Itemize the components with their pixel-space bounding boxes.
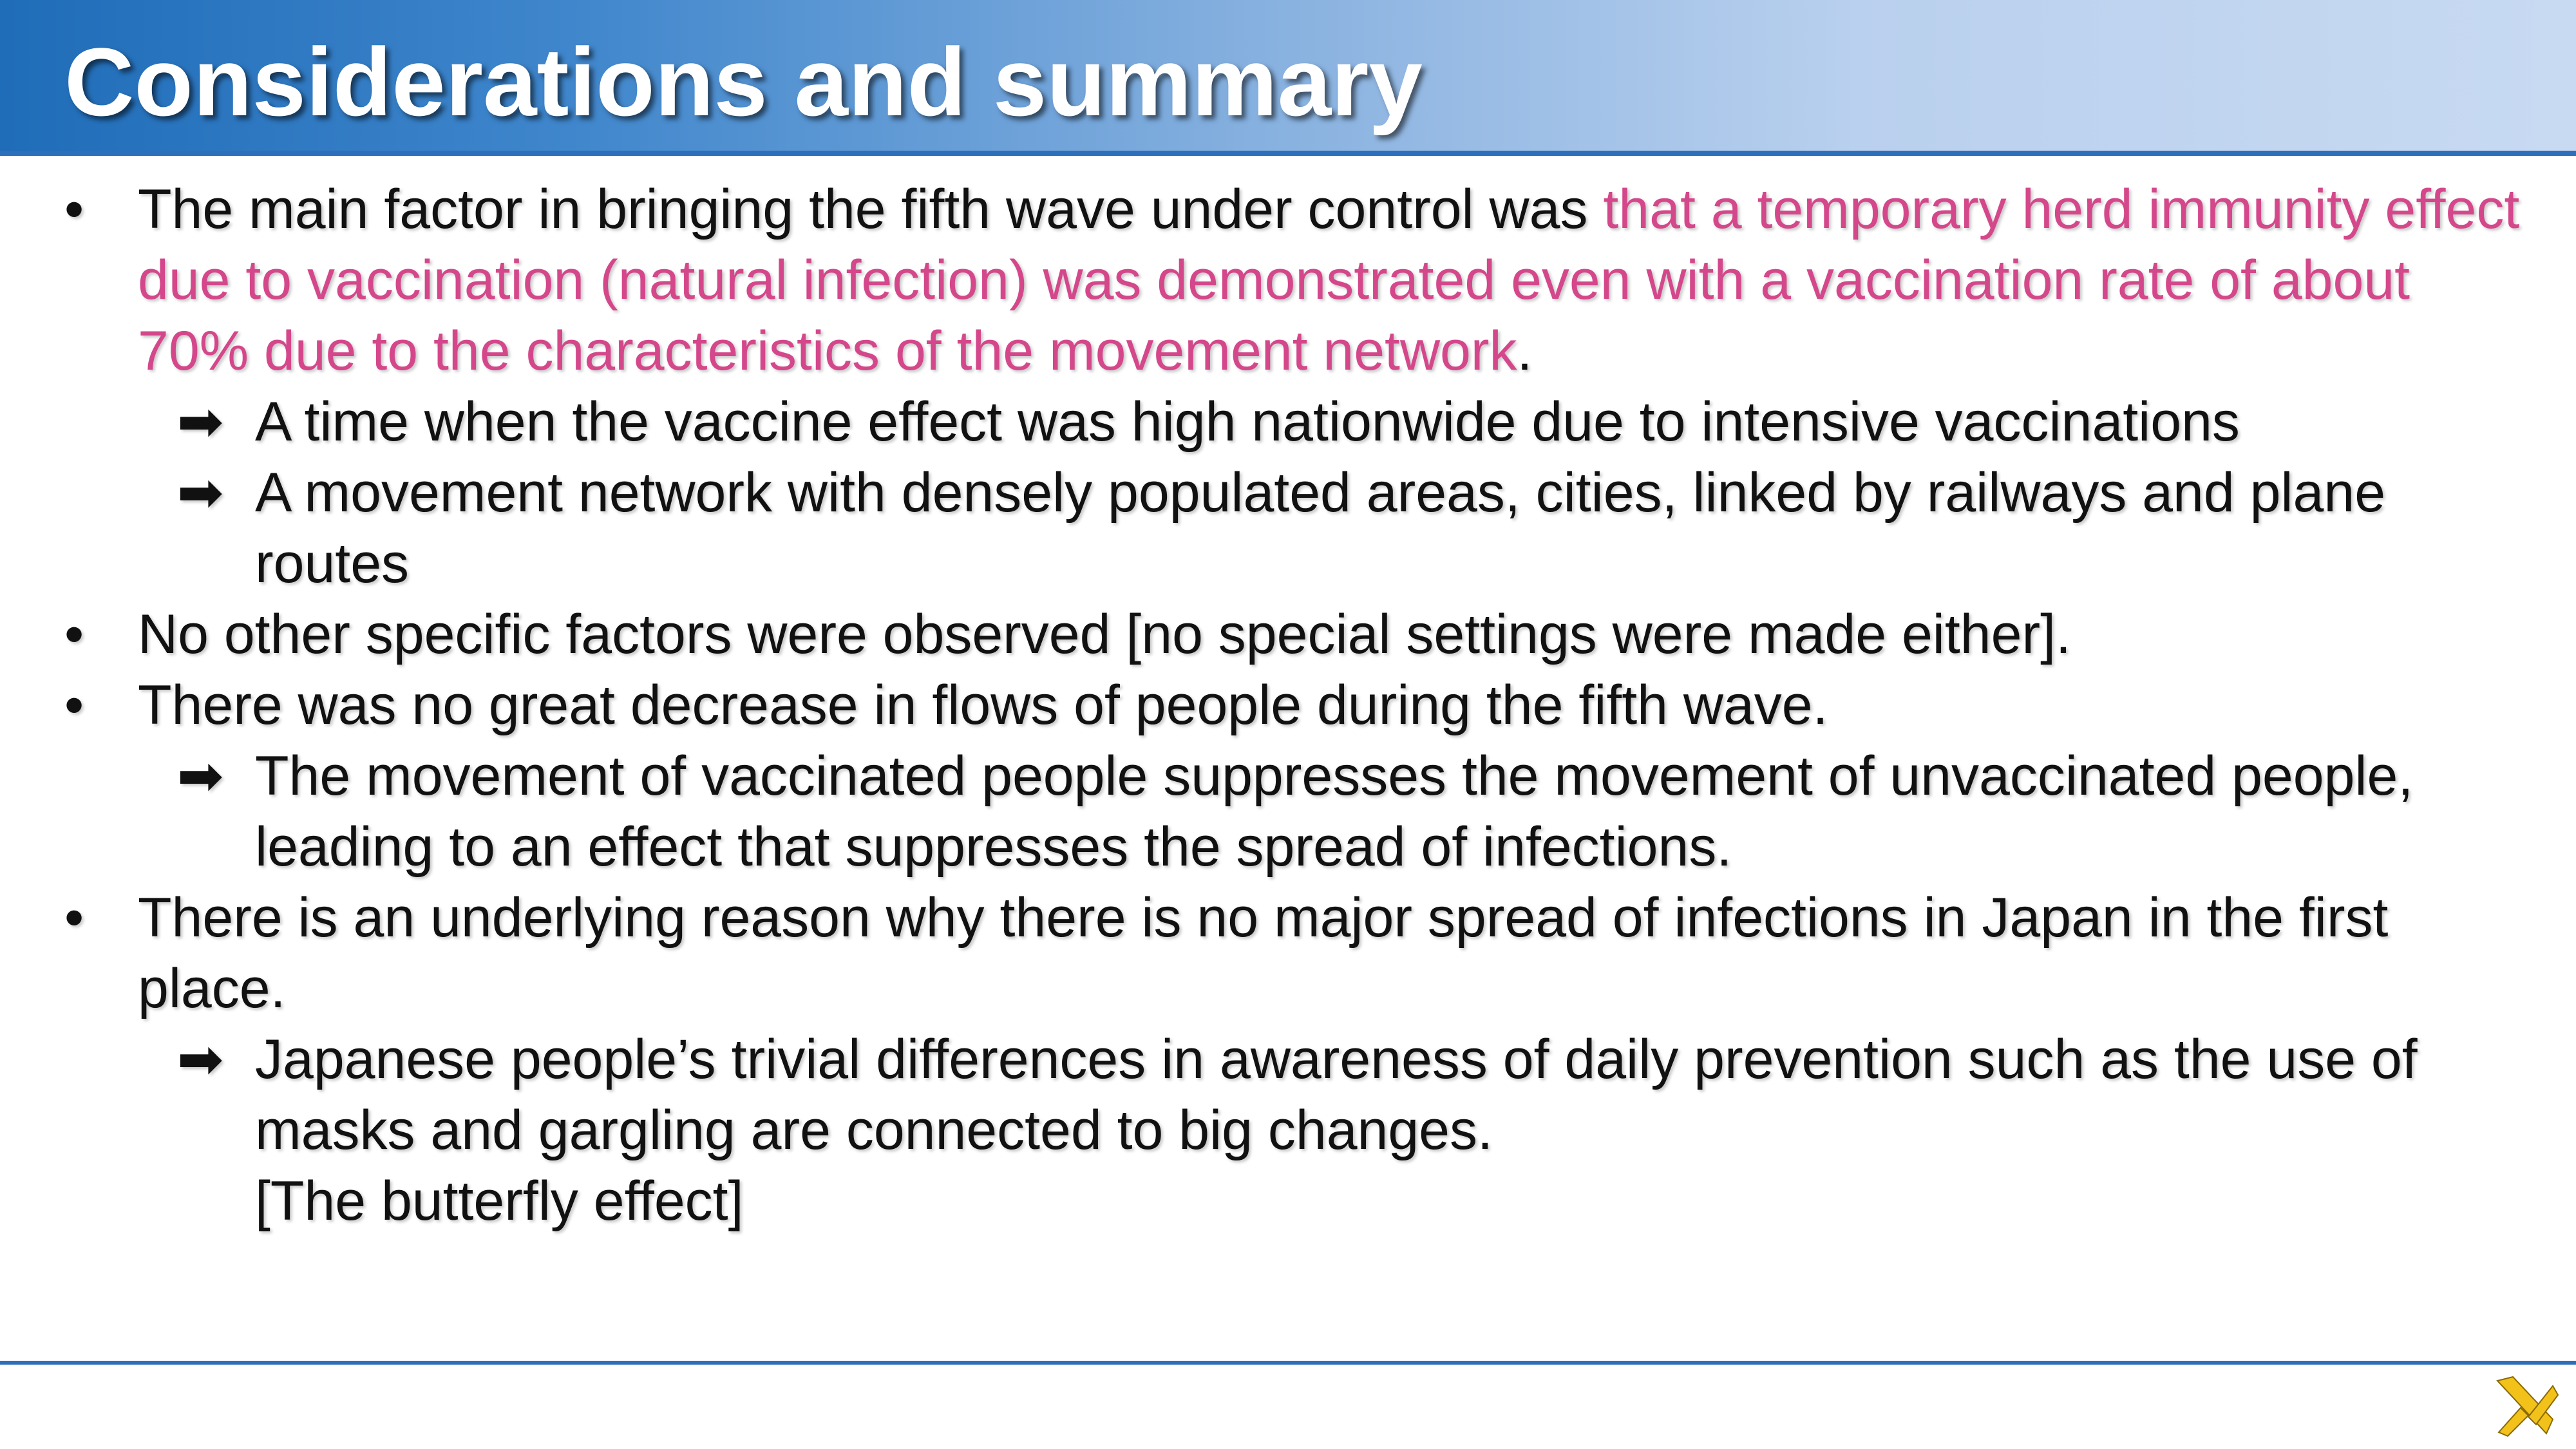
bullet-dot: • [64,674,84,736]
bullet-text: There is an underlying reason why there is no major spread of infections in Japan in the first place. [138,887,2389,1019]
sub-text-butterfly: [The butterfly effect] [255,1170,744,1232]
arrow-right-icon: ➡ [177,462,224,524]
sub-text: A movement network with densely populated areas, cities, linked by railways and plane routes [255,462,2386,594]
bullet-flows-of-people [0,670,2521,741]
highlighted-text: that a temporary herd immunity effect due to vaccination (natural infection) was demonstrated even with a vaccination rate of about 70% due to the characteristics of the movement network [138,178,2520,382]
bullet-text: No other specific factors were observed [no special settings were made either]. [138,603,2071,665]
title-underline [0,151,2576,156]
bullet-dot: • [64,887,84,949]
arrow-right-icon: ➡ [177,745,224,807]
bullet-text-end: . [1517,320,1533,382]
sub-movement-network [0,457,2535,599]
slide-title: Considerations and summary [64,28,1423,136]
bullet-no-other-factors [0,599,2521,670]
bullet-underlying-reason [0,882,2521,1024]
sub-text: Japanese people’s trivial differences in awareness of daily prevention such as the use of masks and gargling are connected to big changes. [255,1028,2418,1161]
bullet-main-factor [0,174,2521,386]
bullet-dot: • [64,603,84,665]
sub-vaccine-effect [0,386,2535,457]
footer-line [0,1361,2576,1365]
bullet-dot: • [64,178,84,240]
bullet-text: The main factor in bringing the fifth wave under control was [138,178,1604,240]
bullet-text: There was no great decrease in flows of people during the fifth wave. [138,674,1828,736]
sub-vaccinated-movement [0,741,2535,882]
slide-content [0,174,2576,1236]
arrow-right-icon: ➡ [177,391,224,453]
sub-text: The movement of vaccinated people suppresses the movement of unvaccinated people, leading to an effect that suppresses the spread of infections. [255,745,2414,878]
sub-text: A time when the vaccine effect was high nationwide due to intensive vaccinations [255,391,2240,453]
crossed-x-logo-icon [2491,1372,2562,1439]
arrow-right-icon: ➡ [177,1028,224,1090]
sub-daily-prevention [0,1024,2535,1236]
